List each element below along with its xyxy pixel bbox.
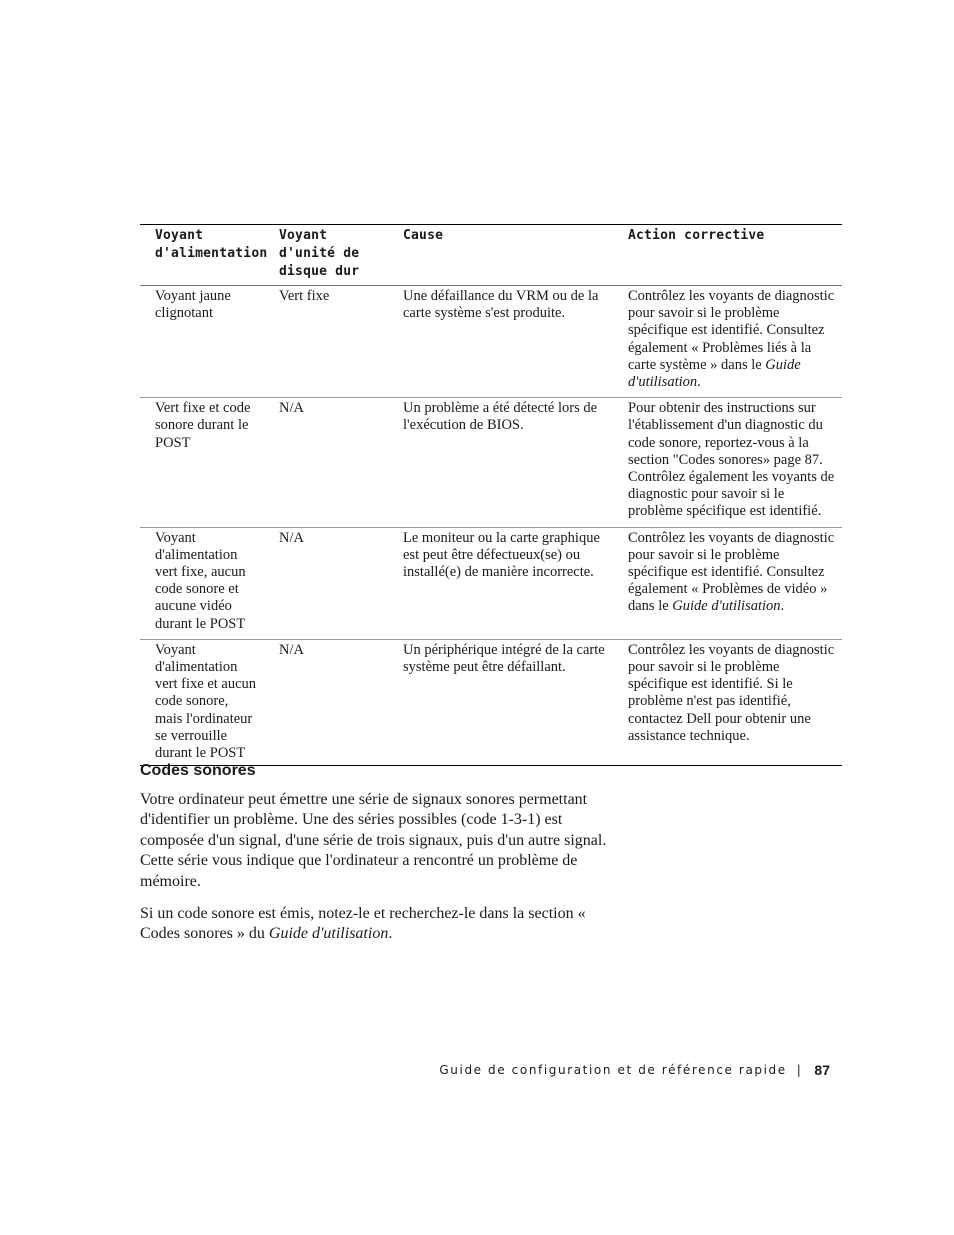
cell-power-light: Voyant d'alimentation vert fixe et aucun code sonore, mais l'ordinateur se verrouille durant le POST	[155, 641, 257, 762]
section-heading: Codes sonores	[140, 762, 256, 779]
cell-cause: Un problème a été détecté lors de l'exécution de BIOS.	[388, 398, 615, 527]
action-text-end: .	[780, 598, 785, 615]
body-paragraph	[140, 904, 620, 945]
cell-power-light: Voyant jaune clignotant	[140, 286, 264, 398]
cell-action	[615, 398, 842, 527]
footer-title: Guide de configuration et de référence rapide	[439, 1063, 787, 1077]
guide-reference: Guide d'utilisation	[268, 925, 389, 943]
footer-separator: |	[796, 1063, 803, 1077]
cell-action	[615, 527, 842, 639]
paragraph-text: Si un code sonore est émis, notez-le et recherchez-le dans la section « Codes sonores » du	[140, 905, 586, 943]
page-number: 87	[814, 1062, 830, 1078]
header-power-light: Voyant d'alimentation	[140, 225, 264, 286]
cell-action	[615, 286, 842, 398]
cell-cause: Une défaillance du VRM ou de la carte système s'est produite.	[388, 286, 615, 398]
paragraph-text-end: .	[388, 925, 393, 943]
table-row	[140, 527, 842, 639]
action-text: Pour obtenir des instructions sur l'établissement d'un diagnostic du code sonore, reportez-vous à la section "Codes sonores» page 87. Contrôlez également les voyants de diagnostic pour savoir si le problème spécifique est identifié.	[628, 400, 835, 520]
table-row	[140, 398, 842, 527]
cell-power-light: Voyant d'alimentation vert fixe, aucun code sonore et aucune vidéo durant le POST	[140, 527, 264, 639]
cell-cause: Un périphérique intégré de la carte système peut être défaillant.	[403, 641, 605, 676]
action-guide-reference: Guide d'utilisation	[628, 356, 801, 391]
header-hdd-light: Voyant d'unité de disque dur	[264, 225, 388, 286]
action-text: Contrôlez les voyants de diagnostic pour savoir si le problème spécifique est identifié. Consultez également « Problèmes liés à la carte système » dans le	[628, 288, 835, 373]
cell-action	[615, 639, 842, 765]
cell-hdd-light: N/A	[279, 641, 304, 658]
action-text: Contrôlez les voyants de diagnostic pour savoir si le problème spécifique est identifié. Si le problème n'est pas identifié, contactez Dell pour obtenir une assistance technique.	[628, 641, 835, 744]
body-paragraph: Votre ordinateur peut émettre une série de signaux sonores permettant d'identifier un problème. Une des séries possibles (code 1-3-1) est composée d'un signal, d'une série de trois signaux, puis d'un autre signal. Cette série vous indique que l'ordinateur a rencontré un problème de mémoire.	[140, 791, 607, 890]
cell-hdd-light: N/A	[264, 527, 388, 639]
table-row	[140, 286, 842, 398]
cell-hdd-light: N/A	[264, 398, 388, 527]
header-cause: Cause	[388, 225, 615, 286]
cell-power-light: Vert fixe et code sonore durant le POST	[140, 398, 264, 527]
header-corrective-action: Action corrective	[615, 225, 842, 286]
action-text: Contrôlez les voyants de diagnostic pour savoir si le problème spécifique est identifié. Consultez également « Problèmes de vidéo » dans le	[628, 529, 835, 615]
table-row	[140, 639, 842, 765]
page-footer	[439, 1062, 830, 1078]
cell-cause: Le moniteur ou la carte graphique est peut être défectueux(se) ou installé(e) de manière incorrecte.	[388, 527, 615, 639]
action-text-end: .	[697, 374, 701, 391]
table-header-row	[140, 225, 842, 286]
diagnostic-table	[140, 224, 842, 766]
action-guide-reference: Guide d'utilisation	[672, 598, 781, 615]
cell-hdd-light: Vert fixe	[264, 286, 388, 398]
